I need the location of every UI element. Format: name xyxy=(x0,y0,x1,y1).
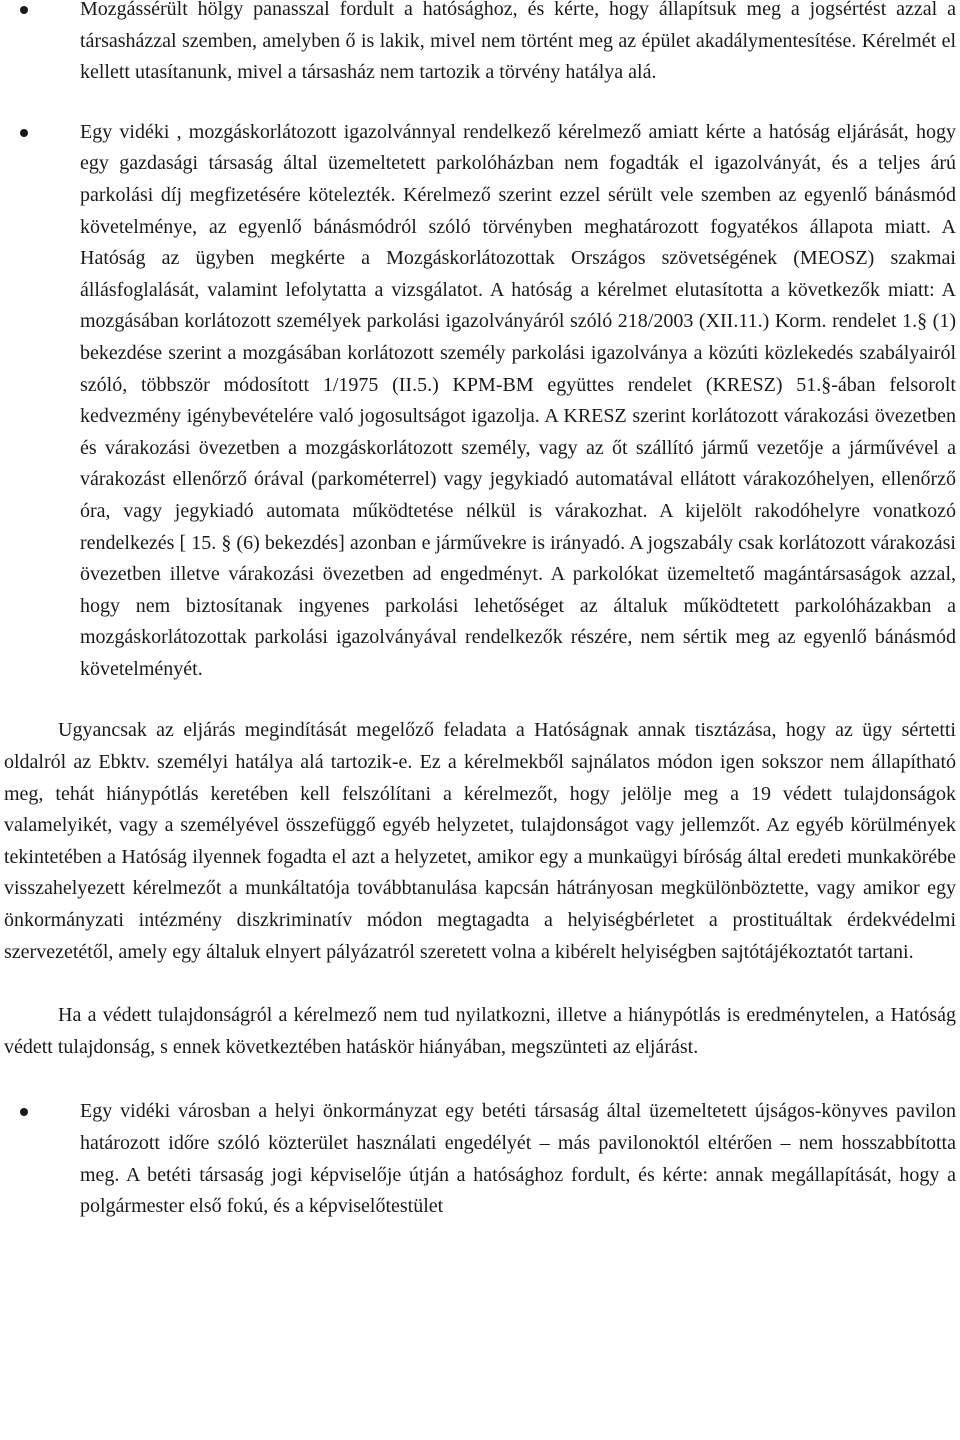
bullet-icon xyxy=(20,129,28,137)
list-item xyxy=(80,0,956,89)
list-item-text: Egy vidéki , mozgáskorlátozott igazolvánnyal rendelkező kérelmező amiatt kérte a hatóság eljárását, hogy egy gazdasági társaság által üzemeltetett parkolóházban nem fogadták el igazolványát, és a teljes árú parkolási díj megfizetésére kötelezték. Kérelmező szerint ezzel sérült vele szemben az egyenlő bánásmód követelménye, az egyenlő bánásmódról szóló törvényben meghatározott fogyatékos állapota miatt. A Hatóság az ügyben megkérte a Mozgáskorlátozottak Országos szövetségének (MEOSZ) szakmai állásfoglalását, valamint lefolytatta a vizsgálatot. A hatóság a kérelmet elutasította a következők miatt: A mozgásában korlátozott személyek parkolási igazolványáról szóló 218/2003 (XII.11.) Korm. rendelet 1.§ (1) bekezdése szerint a mozgásában korlátozott személy parkolási igazolványa a közúti közlekedés szabályairól szóló, többször módosított 1/1975 (II.5.) KPM-BM együttes rendelet (KRESZ) 51.§-ában felsorolt kedvezmény igénybevételére való jogosultságot igazolja. A KRESZ szerint korlátozott várakozási övezetben és várakozási övezetben a mozgáskorlátozott személy, vagy az őt szállító jármű vezetője a járművével a várakozást ellenőrző órával (parkométerrel) vagy jegykiadó automatával ellátott várakozóhelyen, ellenőrző óra, vagy jegykiadó automata működtetése nélkül is várakozhat. A kijelölt rakodóhelyre vonatkozó rendelkezés [ 15. § (6) bekezdés] azonban e járművekre is irányadó. A jogszabály csak korlátozott várakozási övezetben illetve várakozási övezetben ad engedményt. A parkolókat üzemeltető magántársaságok azzal, hogy nem biztosítanak ingyenes parkolási lehetőséget az általuk működtetett parkolóházakban a mozgáskorlátozottak parkolási igazolványával rendelkezők részére, nem sértik meg az egyenlő bánásmód követelményét. xyxy=(80,120,956,680)
list-item-text: Mozgássérült hölgy panasszal fordult a hatósághoz, és kérte, hogy állapítsuk meg a jogsértést azzal a társasházzal szemben, amelyben ő is lakik, mivel nem történt meg az épület akadálymentesítése. Kérelmét el kellett utasítanunk, mivel a társasház nem tartozik a törvény hatálya alá. xyxy=(80,0,956,84)
list-item xyxy=(80,1096,956,1222)
body-paragraph: Ugyancsak az eljárás megindítását megelőző feladata a Hatóságnak annak tisztázása, hogy az ügy sértetti oldalról az Ebktv. személyi hatálya alá tartozik-e. Ez a kérelmekből sajnálatos módon igen sokszor nem állapítható meg, tehát hiánypótlás keretében kell felszólítani a kérelmezőt, hogy jelölje meg a 19 védett tulajdonságok valamelyikét, vagy a személyével összefüggő egyéb helyzetet, tulajdonságot vagy jellemzőt. Az egyéb körülmények tekintetében a Hatóság ilyennek fogadta el azt a helyzetet, amikor egy a munkaügyi bíróság által eredeti munkakörébe visszahelyezett kérelmezőt a munkáltatója továbbtanulása kapcsán hátrányosan megkülönböztette, vagy amikor egy önkormányzati intézmény diszkriminatív módon megtagadta a helyiségbérletet a prostituáltak érdekvédelmi szervezetétől, amely egy általuk elnyert pályázatról szeretett volna a kibérelt helyiségben sajtótájékoztatót tartani. xyxy=(4,719,956,963)
bullet-icon xyxy=(20,6,28,14)
body-paragraph: Ha a védett tulajdonságról a kérelmező nem tud nyilatkozni, illetve a hiánypótlás is eredménytelen, a Hatóság védett tulajdonság, s ennek következtében hatáskör hiányában, megszünteti az eljárást. xyxy=(4,1004,956,1058)
bullet-list-top xyxy=(0,0,960,685)
list-item-text: Egy vidéki városban a helyi önkormányzat egy betéti társaság által üzemeltetett újságos-könyves pavilon határozott időre szóló közterület használati engedélyét – más pavilonoktól eltérően – nem hosszabbította meg. A betéti társaság jogi képviselője útján a hatósághoz fordult, és kérte: annak megállapítását, hogy a polgármester első fokú, és a képviselőtestület xyxy=(80,1100,956,1218)
list-item xyxy=(80,117,956,686)
bullet-icon xyxy=(20,1108,28,1116)
bullet-list-bottom xyxy=(0,1096,960,1222)
